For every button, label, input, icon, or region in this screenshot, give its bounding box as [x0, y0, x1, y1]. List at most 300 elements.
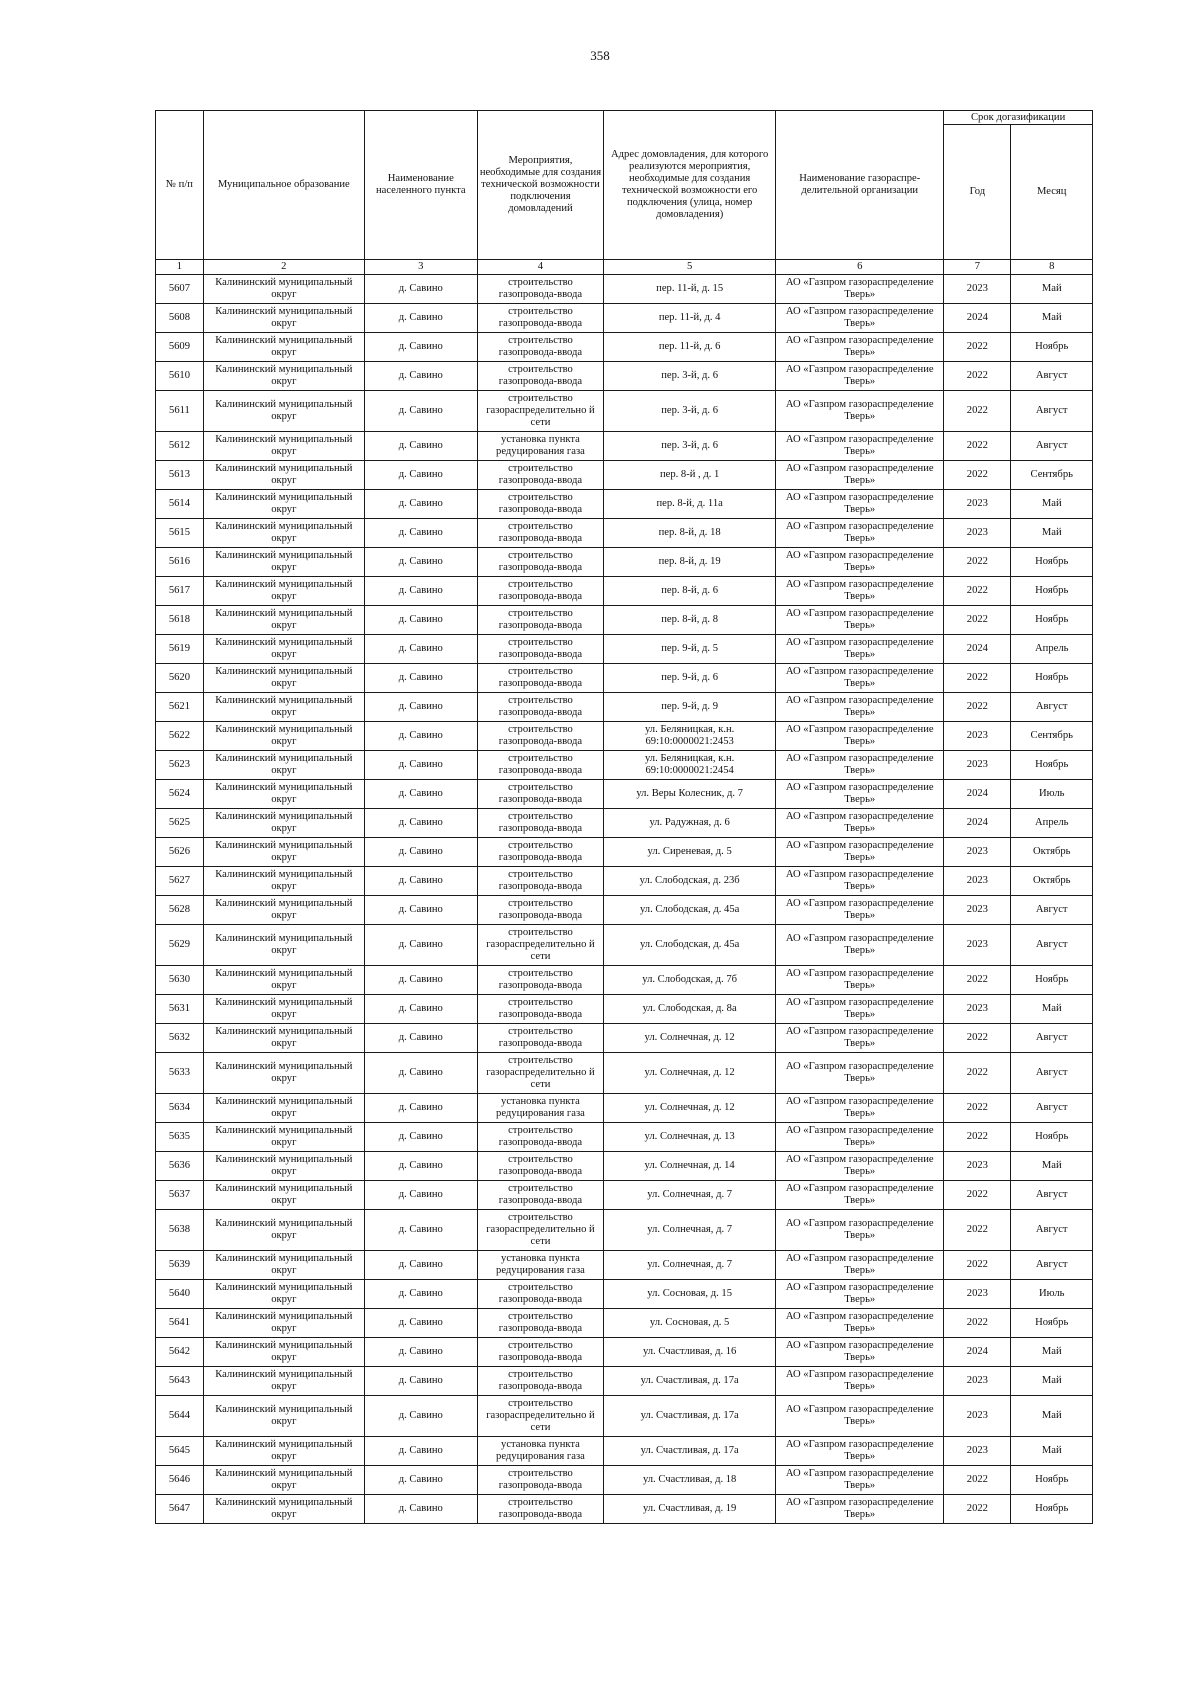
row-number: 5643 — [156, 1367, 204, 1396]
table-row — [156, 304, 1093, 333]
row-number: 5640 — [156, 1280, 204, 1309]
row-number: 5620 — [156, 664, 204, 693]
settlement-cell: д. Савино — [364, 780, 477, 809]
address-cell: ул. Беляницкая, к.н. 69:10:0000021:2453 — [604, 722, 776, 751]
settlement-cell: д. Савино — [364, 1024, 477, 1053]
year-cell: 2023 — [944, 867, 1011, 896]
address-cell: пер. 8-й, д. 18 — [604, 519, 776, 548]
settlement-cell: д. Савино — [364, 362, 477, 391]
organization-cell: АО «Газпром газораспределение Тверь» — [776, 896, 944, 925]
year-cell: 2023 — [944, 1280, 1011, 1309]
settlement-cell: д. Савино — [364, 925, 477, 966]
address-cell: ул. Слободская, д. 8а — [604, 995, 776, 1024]
municipality-cell: Калининский муниципальный округ — [203, 1338, 364, 1367]
municipality-cell: Калининский муниципальный округ — [203, 304, 364, 333]
month-cell: Август — [1011, 1094, 1093, 1123]
activity-cell: строительство газопровода-ввода — [477, 1495, 603, 1524]
month-cell: Май — [1011, 1367, 1093, 1396]
year-cell: 2023 — [944, 995, 1011, 1024]
municipality-cell: Калининский муниципальный округ — [203, 722, 364, 751]
settlement-cell: д. Савино — [364, 1251, 477, 1280]
table-row — [156, 995, 1093, 1024]
month-cell: Август — [1011, 925, 1093, 966]
settlement-cell: д. Савино — [364, 664, 477, 693]
settlement-cell: д. Савино — [364, 1466, 477, 1495]
month-cell: Август — [1011, 1181, 1093, 1210]
settlement-cell: д. Савино — [364, 1123, 477, 1152]
year-cell: 2022 — [944, 333, 1011, 362]
month-cell: Май — [1011, 275, 1093, 304]
row-number: 5623 — [156, 751, 204, 780]
month-cell: Апрель — [1011, 809, 1093, 838]
year-cell: 2022 — [944, 1466, 1011, 1495]
address-cell: пер. 3-й, д. 6 — [604, 391, 776, 432]
municipality-cell: Калининский муниципальный округ — [203, 1181, 364, 1210]
address-cell: пер. 9-й, д. 5 — [604, 635, 776, 664]
activity-cell: строительство газопровода-ввода — [477, 722, 603, 751]
table-row — [156, 896, 1093, 925]
organization-cell: АО «Газпром газораспределение Тверь» — [776, 461, 944, 490]
year-cell: 2022 — [944, 693, 1011, 722]
organization-cell: АО «Газпром газораспределение Тверь» — [776, 1437, 944, 1466]
year-cell: 2022 — [944, 1495, 1011, 1524]
row-number: 5609 — [156, 333, 204, 362]
municipality-cell: Калининский муниципальный округ — [203, 693, 364, 722]
settlement-cell: д. Савино — [364, 1152, 477, 1181]
activity-cell: строительство газопровода-ввода — [477, 751, 603, 780]
activity-cell: строительство газораспределительно й сети — [477, 1396, 603, 1437]
month-cell: Ноябрь — [1011, 751, 1093, 780]
month-cell: Май — [1011, 1396, 1093, 1437]
organization-cell: АО «Газпром газораспределение Тверь» — [776, 1024, 944, 1053]
settlement-cell: д. Савино — [364, 1495, 477, 1524]
address-cell: ул. Веры Колесник, д. 7 — [604, 780, 776, 809]
month-cell: Апрель — [1011, 635, 1093, 664]
address-cell: ул. Сиреневая, д. 5 — [604, 838, 776, 867]
table-row — [156, 391, 1093, 432]
organization-cell: АО «Газпром газораспределение Тверь» — [776, 1152, 944, 1181]
table-row — [156, 925, 1093, 966]
organization-cell: АО «Газпром газораспределение Тверь» — [776, 966, 944, 995]
row-number: 5634 — [156, 1094, 204, 1123]
organization-cell: АО «Газпром газораспределение Тверь» — [776, 606, 944, 635]
address-cell: пер. 8-й , д. 1 — [604, 461, 776, 490]
year-cell: 2022 — [944, 664, 1011, 693]
organization-cell: АО «Газпром газораспределение Тверь» — [776, 1495, 944, 1524]
organization-cell: АО «Газпром газораспределение Тверь» — [776, 333, 944, 362]
col-number: 7 — [944, 260, 1011, 275]
year-cell: 2022 — [944, 1210, 1011, 1251]
organization-cell: АО «Газпром газораспределение Тверь» — [776, 693, 944, 722]
activity-cell: установка пункта редуцирования газа — [477, 1437, 603, 1466]
organization-cell: АО «Газпром газораспределение Тверь» — [776, 1466, 944, 1495]
activity-cell: строительство газопровода-ввода — [477, 490, 603, 519]
organization-cell: АО «Газпром газораспределение Тверь» — [776, 1367, 944, 1396]
address-cell: пер. 8-й, д. 19 — [604, 548, 776, 577]
settlement-cell: д. Савино — [364, 722, 477, 751]
activity-cell: строительство газопровода-ввода — [477, 664, 603, 693]
year-cell: 2022 — [944, 1309, 1011, 1338]
table-row — [156, 606, 1093, 635]
municipality-cell: Калининский муниципальный округ — [203, 896, 364, 925]
month-cell: Май — [1011, 1338, 1093, 1367]
settlement-cell: д. Савино — [364, 304, 477, 333]
address-cell: ул. Слободская, д. 45а — [604, 896, 776, 925]
month-cell: Ноябрь — [1011, 333, 1093, 362]
activity-cell: строительство газопровода-ввода — [477, 966, 603, 995]
row-number: 5646 — [156, 1466, 204, 1495]
organization-cell: АО «Газпром газораспределение Тверь» — [776, 809, 944, 838]
address-cell: ул. Солнечная, д. 13 — [604, 1123, 776, 1152]
row-number: 5619 — [156, 635, 204, 664]
organization-cell: АО «Газпром газораспределение Тверь» — [776, 1309, 944, 1338]
address-cell: пер. 8-й, д. 6 — [604, 577, 776, 606]
year-cell: 2023 — [944, 722, 1011, 751]
row-number: 5616 — [156, 548, 204, 577]
activity-cell: строительство газопровода-ввода — [477, 693, 603, 722]
address-cell: ул. Слободская, д. 45а — [604, 925, 776, 966]
table-row — [156, 1309, 1093, 1338]
month-cell: Август — [1011, 896, 1093, 925]
table-row — [156, 362, 1093, 391]
address-cell: ул. Солнечная, д. 12 — [604, 1053, 776, 1094]
month-cell: Ноябрь — [1011, 577, 1093, 606]
row-number: 5626 — [156, 838, 204, 867]
activity-cell: строительство газопровода-ввода — [477, 867, 603, 896]
organization-cell: АО «Газпром газораспределение Тверь» — [776, 362, 944, 391]
table-row — [156, 1338, 1093, 1367]
municipality-cell: Калининский муниципальный округ — [203, 1367, 364, 1396]
address-cell: ул. Счастливая, д. 17а — [604, 1437, 776, 1466]
address-cell: пер. 9-й, д. 6 — [604, 664, 776, 693]
organization-cell: АО «Газпром газораспределение Тверь» — [776, 722, 944, 751]
table-row — [156, 1367, 1093, 1396]
row-number: 5631 — [156, 995, 204, 1024]
table-row — [156, 809, 1093, 838]
address-cell: ул. Солнечная, д. 14 — [604, 1152, 776, 1181]
row-number: 5618 — [156, 606, 204, 635]
organization-cell: АО «Газпром газораспределение Тверь» — [776, 751, 944, 780]
table-body — [156, 275, 1093, 1524]
address-cell: ул. Счастливая, д. 19 — [604, 1495, 776, 1524]
address-cell: пер. 8-й, д. 11а — [604, 490, 776, 519]
municipality-cell: Калининский муниципальный округ — [203, 635, 364, 664]
settlement-cell: д. Савино — [364, 548, 477, 577]
col-number: 8 — [1011, 260, 1093, 275]
month-cell: Июль — [1011, 1280, 1093, 1309]
table-row — [156, 1210, 1093, 1251]
month-cell: Август — [1011, 693, 1093, 722]
activity-cell: строительство газопровода-ввода — [477, 606, 603, 635]
settlement-cell: д. Савино — [364, 995, 477, 1024]
activity-cell: установка пункта редуцирования газа — [477, 432, 603, 461]
activity-cell: строительство газопровода-ввода — [477, 333, 603, 362]
address-cell: ул. Солнечная, д. 12 — [604, 1024, 776, 1053]
month-cell: Август — [1011, 432, 1093, 461]
activity-cell: строительство газопровода-ввода — [477, 635, 603, 664]
year-cell: 2022 — [944, 461, 1011, 490]
row-number: 5611 — [156, 391, 204, 432]
municipality-cell: Калининский муниципальный округ — [203, 995, 364, 1024]
year-cell: 2024 — [944, 635, 1011, 664]
municipality-cell: Калининский муниципальный округ — [203, 1309, 364, 1338]
municipality-cell: Калининский муниципальный округ — [203, 751, 364, 780]
table-row — [156, 751, 1093, 780]
year-cell: 2023 — [944, 275, 1011, 304]
row-number: 5622 — [156, 722, 204, 751]
municipality-cell: Калининский муниципальный округ — [203, 1210, 364, 1251]
municipality-cell: Калининский муниципальный округ — [203, 809, 364, 838]
row-number: 5628 — [156, 896, 204, 925]
settlement-cell: д. Савино — [364, 1338, 477, 1367]
row-number: 5632 — [156, 1024, 204, 1053]
table-row — [156, 1123, 1093, 1152]
table-row — [156, 432, 1093, 461]
month-cell: Ноябрь — [1011, 606, 1093, 635]
organization-cell: АО «Газпром газораспределение Тверь» — [776, 838, 944, 867]
year-cell: 2022 — [944, 577, 1011, 606]
address-cell: ул. Счастливая, д. 17а — [604, 1396, 776, 1437]
municipality-cell: Калининский муниципальный округ — [203, 867, 364, 896]
address-cell: ул. Солнечная, д. 12 — [604, 1094, 776, 1123]
month-cell: Июль — [1011, 780, 1093, 809]
col-number: 6 — [776, 260, 944, 275]
month-cell: Ноябрь — [1011, 1466, 1093, 1495]
settlement-cell: д. Савино — [364, 1210, 477, 1251]
table-row — [156, 693, 1093, 722]
month-cell: Ноябрь — [1011, 966, 1093, 995]
organization-cell: АО «Газпром газораспределение Тверь» — [776, 995, 944, 1024]
settlement-cell: д. Савино — [364, 693, 477, 722]
activity-cell: строительство газопровода-ввода — [477, 1466, 603, 1495]
header-deadline: Срок догазификации — [944, 111, 1093, 125]
row-number: 5642 — [156, 1338, 204, 1367]
month-cell: Май — [1011, 490, 1093, 519]
activity-cell: строительство газопровода-ввода — [477, 1024, 603, 1053]
table-row — [156, 722, 1093, 751]
address-cell: ул. Солнечная, д. 7 — [604, 1181, 776, 1210]
table-row — [156, 548, 1093, 577]
settlement-cell: д. Савино — [364, 1181, 477, 1210]
address-cell: ул. Счастливая, д. 17а — [604, 1367, 776, 1396]
activity-cell: строительство газопровода-ввода — [477, 1367, 603, 1396]
table-row — [156, 867, 1093, 896]
address-cell: ул. Радужная, д. 6 — [604, 809, 776, 838]
table-row — [156, 1396, 1093, 1437]
table-row — [156, 966, 1093, 995]
month-cell: Май — [1011, 304, 1093, 333]
activity-cell: строительство газопровода-ввода — [477, 275, 603, 304]
row-number: 5638 — [156, 1210, 204, 1251]
municipality-cell: Калининский муниципальный округ — [203, 577, 364, 606]
activity-cell: установка пункта редуцирования газа — [477, 1251, 603, 1280]
year-cell: 2022 — [944, 1123, 1011, 1152]
activity-cell: строительство газопровода-ввода — [477, 1338, 603, 1367]
col-number: 5 — [604, 260, 776, 275]
row-number: 5645 — [156, 1437, 204, 1466]
activity-cell: строительство газопровода-ввода — [477, 304, 603, 333]
activity-cell: строительство газопровода-ввода — [477, 577, 603, 606]
settlement-cell: д. Савино — [364, 1437, 477, 1466]
address-cell: ул. Сосновая, д. 15 — [604, 1280, 776, 1309]
header-activity: Мероприятия, необходимые для создания технической возможности подключения домовладений — [477, 111, 603, 260]
settlement-cell: д. Савино — [364, 966, 477, 995]
organization-cell: АО «Газпром газораспределение Тверь» — [776, 664, 944, 693]
table-row — [156, 333, 1093, 362]
table-row — [156, 1024, 1093, 1053]
municipality-cell: Калининский муниципальный округ — [203, 1024, 364, 1053]
municipality-cell: Калининский муниципальный округ — [203, 275, 364, 304]
year-cell: 2022 — [944, 1053, 1011, 1094]
organization-cell: АО «Газпром газораспределение Тверь» — [776, 780, 944, 809]
municipality-cell: Калининский муниципальный округ — [203, 362, 364, 391]
month-cell: Август — [1011, 1053, 1093, 1094]
header-settlement: Наименование населенного пункта — [364, 111, 477, 260]
table-row — [156, 1152, 1093, 1181]
row-number: 5633 — [156, 1053, 204, 1094]
row-number: 5647 — [156, 1495, 204, 1524]
row-number: 5644 — [156, 1396, 204, 1437]
municipality-cell: Калининский муниципальный округ — [203, 1094, 364, 1123]
year-cell: 2023 — [944, 925, 1011, 966]
municipality-cell: Калининский муниципальный округ — [203, 966, 364, 995]
year-cell: 2022 — [944, 1094, 1011, 1123]
activity-cell: строительство газопровода-ввода — [477, 461, 603, 490]
organization-cell: АО «Газпром газораспределение Тверь» — [776, 490, 944, 519]
year-cell: 2024 — [944, 809, 1011, 838]
header-address: Адрес домовладения, для которого реализуются мероприятия, необходимые для создания технической возможности его подключения (улица, номер домовладения) — [604, 111, 776, 260]
year-cell: 2023 — [944, 896, 1011, 925]
table-row — [156, 519, 1093, 548]
table-row — [156, 635, 1093, 664]
row-number: 5608 — [156, 304, 204, 333]
table-row — [156, 1251, 1093, 1280]
municipality-cell: Калининский муниципальный округ — [203, 333, 364, 362]
page-number: 358 — [590, 48, 610, 63]
col-number: 1 — [156, 260, 204, 275]
address-cell: ул. Слободская, д. 7б — [604, 966, 776, 995]
header-year: Год — [944, 125, 1011, 260]
table-row — [156, 490, 1093, 519]
row-number: 5614 — [156, 490, 204, 519]
address-cell: пер. 3-й, д. 6 — [604, 362, 776, 391]
address-cell: ул. Счастливая, д. 16 — [604, 1338, 776, 1367]
address-cell: пер. 9-й, д. 9 — [604, 693, 776, 722]
organization-cell: АО «Газпром газораспределение Тверь» — [776, 1396, 944, 1437]
municipality-cell: Калининский муниципальный округ — [203, 1123, 364, 1152]
settlement-cell: д. Савино — [364, 751, 477, 780]
settlement-cell: д. Савино — [364, 1309, 477, 1338]
organization-cell: АО «Газпром газораспределение Тверь» — [776, 577, 944, 606]
address-cell: ул. Беляницкая, к.н. 69:10:0000021:2454 — [604, 751, 776, 780]
col-number: 3 — [364, 260, 477, 275]
settlement-cell: д. Савино — [364, 896, 477, 925]
year-cell: 2023 — [944, 751, 1011, 780]
address-cell: пер. 11-й, д. 15 — [604, 275, 776, 304]
address-cell: пер. 11-й, д. 4 — [604, 304, 776, 333]
row-number: 5612 — [156, 432, 204, 461]
municipality-cell: Калининский муниципальный округ — [203, 490, 364, 519]
month-cell: Сентябрь — [1011, 722, 1093, 751]
year-cell: 2022 — [944, 606, 1011, 635]
table-row — [156, 1280, 1093, 1309]
row-number: 5635 — [156, 1123, 204, 1152]
month-cell: Август — [1011, 391, 1093, 432]
table-row — [156, 1437, 1093, 1466]
year-cell: 2024 — [944, 780, 1011, 809]
month-cell: Май — [1011, 519, 1093, 548]
row-number: 5641 — [156, 1309, 204, 1338]
year-cell: 2023 — [944, 838, 1011, 867]
table-row — [156, 664, 1093, 693]
municipality-cell: Калининский муниципальный округ — [203, 1495, 364, 1524]
activity-cell: строительство газопровода-ввода — [477, 1152, 603, 1181]
year-cell: 2023 — [944, 1152, 1011, 1181]
settlement-cell: д. Савино — [364, 606, 477, 635]
year-cell: 2022 — [944, 1251, 1011, 1280]
activity-cell: строительство газопровода-ввода — [477, 809, 603, 838]
settlement-cell: д. Савино — [364, 275, 477, 304]
year-cell: 2023 — [944, 490, 1011, 519]
settlement-cell: д. Савино — [364, 490, 477, 519]
year-cell: 2024 — [944, 304, 1011, 333]
table-header — [156, 111, 1093, 275]
municipality-cell: Калининский муниципальный округ — [203, 519, 364, 548]
settlement-cell: д. Савино — [364, 461, 477, 490]
header-no: № п/п — [156, 111, 204, 260]
table-row — [156, 577, 1093, 606]
activity-cell: строительство газопровода-ввода — [477, 548, 603, 577]
organization-cell: АО «Газпром газораспределение Тверь» — [776, 548, 944, 577]
month-cell: Май — [1011, 1152, 1093, 1181]
row-number: 5624 — [156, 780, 204, 809]
year-cell: 2023 — [944, 1367, 1011, 1396]
settlement-cell: д. Савино — [364, 635, 477, 664]
year-cell: 2023 — [944, 1437, 1011, 1466]
municipality-cell: Калининский муниципальный округ — [203, 548, 364, 577]
municipality-cell: Калининский муниципальный округ — [203, 1152, 364, 1181]
row-number: 5637 — [156, 1181, 204, 1210]
activity-cell: строительство газораспределительно й сети — [477, 1053, 603, 1094]
year-cell: 2022 — [944, 548, 1011, 577]
table-row — [156, 1094, 1093, 1123]
month-cell: Октябрь — [1011, 867, 1093, 896]
organization-cell: АО «Газпром газораспределение Тверь» — [776, 1181, 944, 1210]
row-number: 5639 — [156, 1251, 204, 1280]
settlement-cell: д. Савино — [364, 519, 477, 548]
address-cell: ул. Солнечная, д. 7 — [604, 1251, 776, 1280]
settlement-cell: д. Савино — [364, 809, 477, 838]
row-number: 5627 — [156, 867, 204, 896]
organization-cell: АО «Газпром газораспределение Тверь» — [776, 867, 944, 896]
municipality-cell: Калининский муниципальный округ — [203, 664, 364, 693]
settlement-cell: д. Савино — [364, 838, 477, 867]
month-cell: Май — [1011, 995, 1093, 1024]
table-row — [156, 780, 1093, 809]
address-cell: пер. 11-й, д. 6 — [604, 333, 776, 362]
row-number: 5613 — [156, 461, 204, 490]
organization-cell: АО «Газпром газораспределение Тверь» — [776, 391, 944, 432]
header-organization: Наименование газораспре-делительной организации — [776, 111, 944, 260]
municipality-cell: Калининский муниципальный округ — [203, 391, 364, 432]
organization-cell: АО «Газпром газораспределение Тверь» — [776, 1123, 944, 1152]
municipality-cell: Калининский муниципальный округ — [203, 432, 364, 461]
activity-cell: строительство газопровода-ввода — [477, 896, 603, 925]
column-number-row — [156, 260, 1093, 275]
organization-cell: АО «Газпром газораспределение Тверь» — [776, 304, 944, 333]
row-number: 5621 — [156, 693, 204, 722]
settlement-cell: д. Савино — [364, 1367, 477, 1396]
